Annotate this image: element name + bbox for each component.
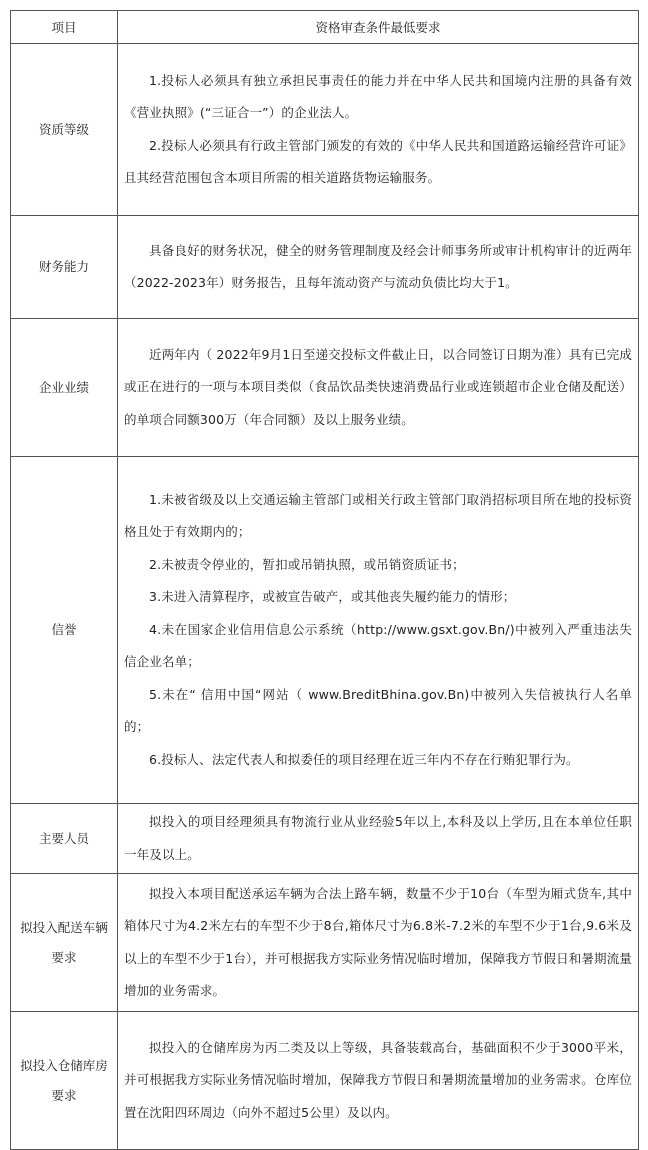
row-item: 信誉 (11, 457, 118, 804)
requirement-paragraph: 5.未在“ 信用中国“网站（ www.BreditBhina.gov.Bn)中被列入失信被执行人名单的； (124, 686, 632, 735)
requirement-paragraph: 1.未被省级及以上交通运输主管部门或相关行政主管部门取消招标项目所在地的投标资格且处于有效期内的； (124, 491, 632, 540)
row-item: 拟投入配送车辆要求 (11, 874, 118, 1012)
requirement-paragraph: 近两年内（ 2022年9月1日至递交投标文件截止日，以合同签订日期为准）具有已完成或正在进行的一项与本项目类似（食品饮品类快速消费品行业或连锁超市企业仓储及配送）的单项合同额300万（年合同额）及以上服务业绩。 (124, 346, 632, 427)
requirement-paragraph: 具备良好的财务状况，健全的财务管理制度及经会计师事务所或审计机构审计的近两年（2022-2023年）财务报告，且每年流动资产与流动负债比均大于1。 (124, 242, 632, 290)
row-requirements (118, 44, 639, 216)
row-item: 企业业绩 (11, 319, 118, 457)
table-row (11, 319, 639, 457)
row-item: 资质等级 (11, 44, 118, 216)
requirement-paragraph: 拟投入的仓储库房为丙二类及以上等级，具备装载高台，基础面积不少于3000平米，并可根据我方实际业务情况临时增加，保障我方节假日和暑期流量增加的业务需求。仓库位置在沈阳四环周边（向外不超过5公里）及以内。 (124, 1039, 632, 1120)
qualification-table (10, 10, 639, 1150)
requirement-paragraph: 2.投标人必须具有行政主管部门颁发的有效的《中华人民共和国道路运输经营许可证》且其经营范围包含本项目所需的相关道路货物运输服务。 (124, 137, 632, 185)
table-row (11, 874, 639, 1012)
row-item: 财务能力 (11, 216, 118, 319)
row-item: 主要人员 (11, 804, 118, 874)
requirement-paragraph: 2.未被责令停业的，暂扣或吊销执照，或吊销资质证书； (149, 556, 465, 572)
row-requirements (118, 216, 639, 319)
row-requirements (118, 1012, 639, 1150)
row-requirements (118, 457, 639, 804)
table-row (11, 457, 639, 804)
table-row (11, 44, 639, 216)
table-header-row (11, 11, 639, 44)
table-row (11, 1012, 639, 1150)
requirement-paragraph: 3.未进入清算程序，或被宣告破产，或其他丧失履约能力的情形； (149, 589, 516, 605)
requirement-paragraph: 拟投入本项目配送承运车辆为合法上路车辆，数量不少于10台（车型为厢式货车,其中箱体尺寸为4.2米左右的车型不少于8台,箱体尺寸为6.8米-7.2米的车型不少于1台,9.6米及以上的车型不少于1台），并可根据我方实际业务情况临时增加，保障我方节假日和暑期流量增加的业务需求。 (124, 885, 632, 998)
requirement-paragraph: 拟投入的项目经理须具有物流行业从业经验5年以上,本科及以上学历,且在本单位任职一年及以上。 (124, 814, 632, 862)
row-requirements (118, 319, 639, 457)
row-requirements (118, 874, 639, 1012)
table-row (11, 216, 639, 319)
table-row (11, 804, 639, 874)
requirement-paragraph: 4.未在国家企业信用信息公示系统（http://www.gsxt.gov.Bn/)中被列入严重违法失信企业名单； (124, 621, 632, 670)
row-item: 拟投入仓储库房要求 (11, 1012, 118, 1150)
requirement-paragraph: 1.投标人必须具有独立承担民事责任的能力并在中华人民共和国境内注册的具备有效《营业执照》(“三证合一”）的企业法人。 (124, 72, 632, 120)
row-requirements (118, 804, 639, 874)
header-requirements: 资格审查条件最低要求 (118, 11, 639, 44)
requirement-paragraph: 6.投标人、法定代表人和拟委任的项目经理在近三年内不存在行贿犯罪行为。 (149, 751, 579, 767)
header-item: 项目 (11, 11, 118, 44)
